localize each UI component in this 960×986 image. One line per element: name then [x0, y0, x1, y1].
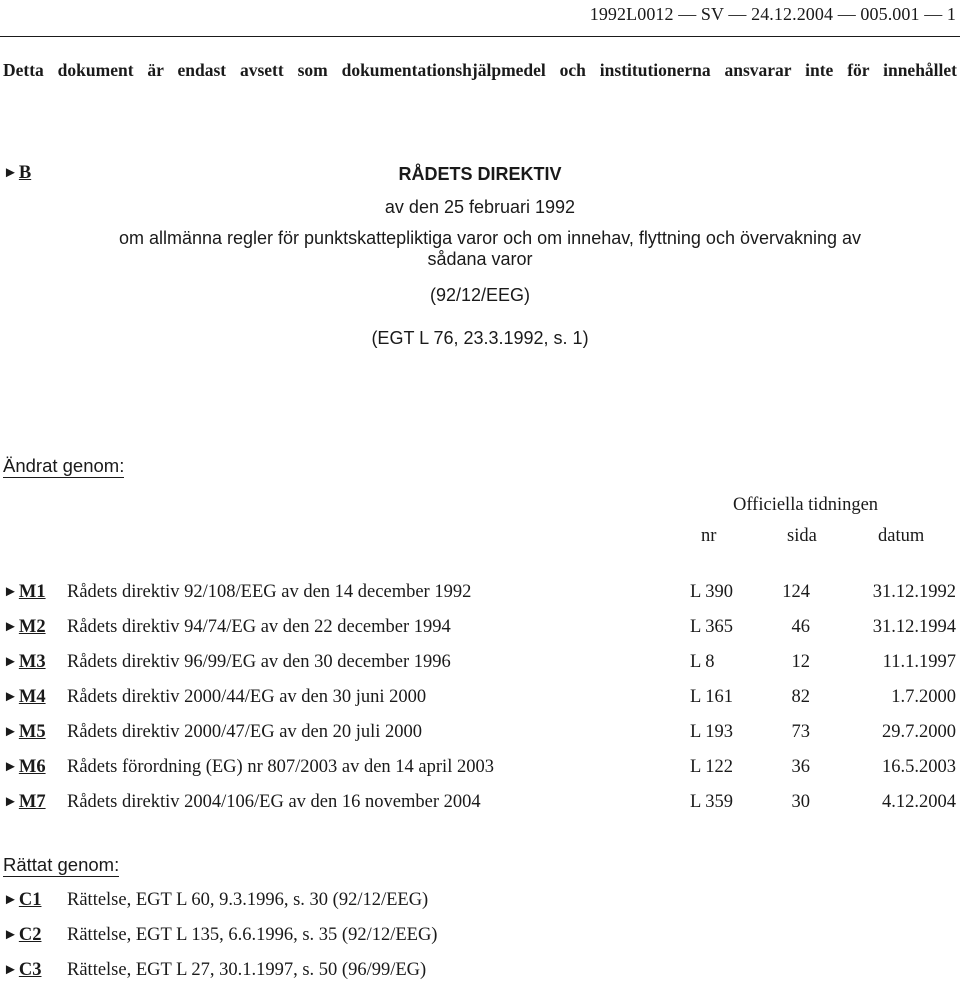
- directive-date: av den 25 februari 1992: [384, 197, 576, 217]
- amendment-marker[interactable]: [3, 792, 46, 813]
- amendment-marker[interactable]: [3, 722, 46, 743]
- oj-number: L 359: [690, 792, 733, 812]
- marker-code[interactable]: M5: [18, 722, 46, 742]
- marker-code[interactable]: M3: [18, 652, 46, 672]
- oj-date: 31.12.1992: [872, 582, 956, 602]
- marker-code[interactable]: C3: [18, 960, 42, 980]
- arrow-right-icon: ►: [3, 724, 18, 740]
- official-journal-heading: Officiella tidningen: [733, 495, 879, 515]
- oj-date: 16.5.2003: [882, 757, 956, 777]
- oj-number: L 193: [690, 722, 733, 742]
- arrow-right-icon: ►: [3, 927, 18, 943]
- marker-code[interactable]: M1: [18, 582, 46, 602]
- oj-page: 36: [791, 757, 810, 777]
- act-description: Rådets direktiv 92/108/EEG av den 14 december 1992: [67, 582, 472, 602]
- table-row: [0, 617, 960, 643]
- amendment-marker[interactable]: [3, 582, 46, 603]
- oj-number: L 390: [690, 582, 733, 602]
- oj-page: 124: [782, 582, 810, 602]
- oj-page: 82: [791, 687, 810, 707]
- marker-code[interactable]: C2: [18, 925, 42, 945]
- oj-number: L 161: [690, 687, 733, 707]
- header-rule: [0, 36, 960, 37]
- column-nr-header: nr: [701, 526, 717, 546]
- arrow-right-icon: ►: [3, 654, 18, 670]
- table-row: [0, 652, 960, 678]
- oj-date: 1.7.2000: [891, 687, 956, 707]
- column-datum-header: datum: [878, 526, 925, 546]
- oj-date: 29.7.2000: [882, 722, 956, 742]
- act-description: Rådets direktiv 96/99/EG av den 30 december 1996: [67, 652, 451, 672]
- directive-subject-line-2: sådana varor: [427, 249, 533, 269]
- amendment-marker[interactable]: [3, 687, 46, 708]
- oj-number: L 8: [690, 652, 715, 672]
- marker-code[interactable]: M2: [18, 617, 46, 637]
- marker-code[interactable]: M7: [18, 792, 46, 812]
- amended-by-label: Ändrat genom:: [3, 455, 125, 476]
- oj-date: 31.12.1994: [872, 617, 956, 637]
- oj-page: 46: [791, 617, 810, 637]
- amendment-marker[interactable]: [3, 890, 41, 911]
- marker-code[interactable]: M6: [18, 757, 46, 777]
- arrow-right-icon: ►: [3, 892, 18, 908]
- act-description: Rättelse, EGT L 60, 9.3.1996, s. 30 (92/12/EEG): [67, 890, 429, 910]
- document-reference-header: 1992L0012 — SV — 24.12.2004 — 005.001 — 1: [589, 4, 956, 24]
- column-sida-header: sida: [787, 526, 817, 546]
- act-description: Rådets direktiv 2004/106/EG av den 16 november 2004: [67, 792, 481, 812]
- arrow-right-icon: ►: [3, 759, 18, 775]
- oj-number: L 365: [690, 617, 733, 637]
- act-description: Rådets direktiv 94/74/EG av den 22 december 1994: [67, 617, 451, 637]
- amendment-marker[interactable]: [3, 925, 41, 946]
- base-marker-code[interactable]: B: [18, 163, 32, 183]
- oj-page: 73: [791, 722, 810, 742]
- corrected-by-label: Rättat genom:: [3, 854, 120, 875]
- arrow-right-icon: ►: [3, 689, 18, 705]
- act-description: Rättelse, EGT L 135, 6.6.1996, s. 35 (92/12/EEG): [67, 925, 438, 945]
- table-row: [0, 890, 960, 916]
- directive-subject-line-1: om allmänna regler för punktskattepliktiga varor och om innehav, flyttning och övervakning av: [118, 228, 862, 248]
- arrow-right-icon: ►: [3, 165, 18, 181]
- arrow-right-icon: ►: [3, 584, 18, 600]
- amendment-marker[interactable]: [3, 757, 46, 778]
- table-row: [0, 722, 960, 748]
- marker-code[interactable]: C1: [18, 890, 42, 910]
- directive-oj-reference: (EGT L 76, 23.3.1992, s. 1): [371, 328, 589, 348]
- act-description: Rådets direktiv 2000/47/EG av den 20 juli 2000: [67, 722, 423, 742]
- directive-number: (92/12/EEG): [429, 285, 531, 305]
- amendment-marker[interactable]: [3, 652, 46, 673]
- table-row: [0, 925, 960, 951]
- arrow-right-icon: ►: [3, 794, 18, 810]
- table-row: [0, 687, 960, 713]
- arrow-right-icon: ►: [3, 962, 18, 978]
- table-row: [0, 792, 960, 818]
- marker-code[interactable]: M4: [18, 687, 46, 707]
- base-marker[interactable]: [3, 163, 31, 184]
- table-row: [0, 757, 960, 783]
- oj-date: 11.1.1997: [882, 652, 956, 672]
- oj-date: 4.12.2004: [882, 792, 956, 812]
- act-description: Rättelse, EGT L 27, 30.1.1997, s. 50 (96/99/EG): [67, 960, 427, 980]
- disclaimer-text: Detta dokument är endast avsett som dokumentationshjälpmedel och institutionerna ansvarar inte för innehållet: [3, 60, 957, 80]
- amendment-marker[interactable]: [3, 960, 41, 981]
- act-description: Rådets förordning (EG) nr 807/2003 av den 14 april 2003: [67, 757, 494, 777]
- oj-number: L 122: [690, 757, 733, 777]
- amendment-marker[interactable]: [3, 617, 46, 638]
- table-row: [0, 960, 960, 986]
- act-description: Rådets direktiv 2000/44/EG av den 30 juni 2000: [67, 687, 427, 707]
- oj-page: 12: [791, 652, 810, 672]
- directive-title: RÅDETS DIREKTIV: [398, 164, 562, 184]
- oj-page: 30: [791, 792, 810, 812]
- table-row: [0, 582, 960, 608]
- arrow-right-icon: ►: [3, 619, 18, 635]
